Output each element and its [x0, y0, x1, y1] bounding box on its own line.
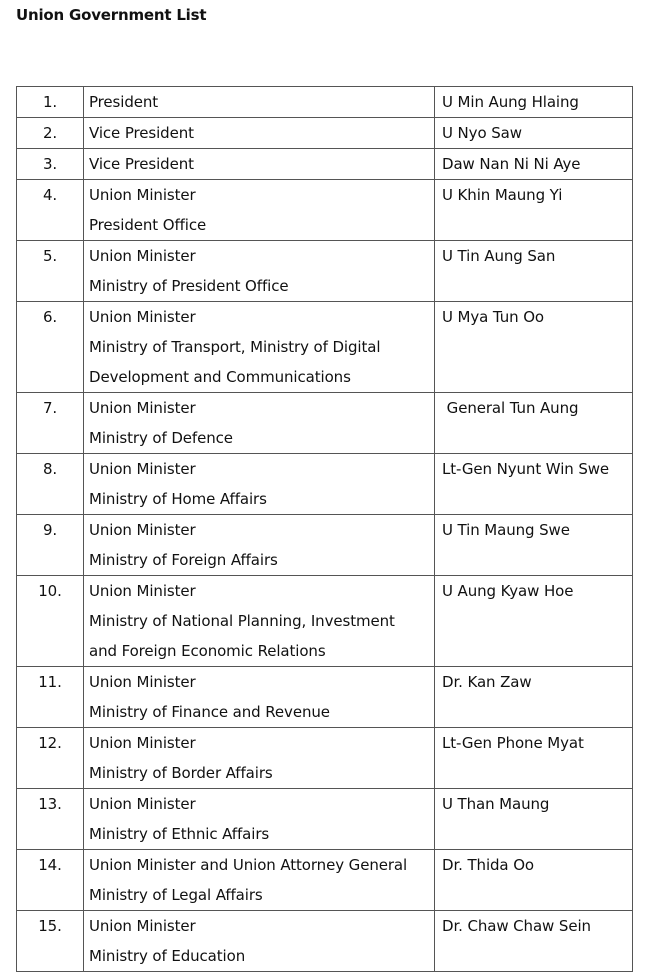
row-number: 2. [17, 118, 84, 149]
table-row [17, 667, 633, 728]
table-row [17, 911, 633, 972]
name-cell [435, 454, 633, 515]
position-cell [84, 728, 435, 789]
table-row [17, 118, 633, 149]
row-number: 9. [17, 515, 84, 576]
position-cell [84, 850, 435, 911]
ministry-line: Ministry of Education [89, 947, 246, 965]
position-title: Union Minister [89, 582, 196, 600]
official-name: U Tin Maung Swe [442, 521, 570, 539]
ministry-line: President Office [89, 216, 207, 234]
name-cell [435, 302, 633, 393]
ministry-line: Ministry of President Office [89, 277, 289, 295]
position-title: Union Minister [89, 460, 196, 478]
row-number: 8. [17, 454, 84, 515]
official-name: Dr. Thida Oo [442, 856, 534, 874]
position-title: President [89, 93, 159, 111]
position-title: Vice President [89, 124, 194, 142]
official-name: U Min Aung Hlaing [442, 93, 579, 111]
name-cell [435, 241, 633, 302]
position-cell [84, 515, 435, 576]
row-number: 4. [17, 180, 84, 241]
ministry-line: Ministry of Finance and Revenue [89, 703, 330, 721]
position-title: Union Minister [89, 186, 196, 204]
ministry-line: Development and Communications [89, 368, 351, 386]
position-title: Union Minister [89, 734, 196, 752]
position-title: Union Minister [89, 795, 196, 813]
position-cell [84, 241, 435, 302]
row-number: 11. [17, 667, 84, 728]
position-title: Union Minister [89, 521, 196, 539]
table-row [17, 87, 633, 118]
name-cell [435, 149, 633, 180]
position-title: Union Minister [89, 308, 196, 326]
official-name: Lt-Gen Phone Myat [442, 734, 584, 752]
ministry-line: Ministry of National Planning, Investment [89, 612, 395, 630]
row-number: 7. [17, 393, 84, 454]
table-row [17, 789, 633, 850]
ministry-line: Ministry of Transport, Ministry of Digital [89, 338, 381, 356]
official-name: U Khin Maung Yi [442, 186, 563, 204]
ministry-line: Ministry of Ethnic Affairs [89, 825, 270, 843]
row-number: 14. [17, 850, 84, 911]
row-number: 1. [17, 87, 84, 118]
official-name: U Mya Tun Oo [442, 308, 544, 326]
table-row [17, 728, 633, 789]
name-cell [435, 87, 633, 118]
ministry-line: Ministry of Border Affairs [89, 764, 273, 782]
table-row [17, 454, 633, 515]
official-name: General Tun Aung [442, 399, 579, 417]
name-cell [435, 789, 633, 850]
official-name: U Than Maung [442, 795, 550, 813]
table-row [17, 515, 633, 576]
official-name: U Tin Aung San [442, 247, 556, 265]
official-name: Lt-Gen Nyunt Win Swe [442, 460, 610, 478]
row-number: 10. [17, 576, 84, 667]
position-cell [84, 454, 435, 515]
row-number: 13. [17, 789, 84, 850]
government-table [16, 86, 633, 972]
position-title: Union Minister [89, 673, 196, 691]
name-cell [435, 393, 633, 454]
official-name: U Nyo Saw [442, 124, 522, 142]
row-number: 12. [17, 728, 84, 789]
official-name: U Aung Kyaw Hoe [442, 582, 574, 600]
name-cell [435, 576, 633, 667]
table-row [17, 180, 633, 241]
ministry-line: Ministry of Legal Affairs [89, 886, 263, 904]
position-cell [84, 149, 435, 180]
table-row [17, 393, 633, 454]
name-cell [435, 515, 633, 576]
position-title: Union Minister [89, 247, 196, 265]
position-cell [84, 118, 435, 149]
table-row [17, 850, 633, 911]
position-title: Union Minister [89, 917, 196, 935]
row-number: 5. [17, 241, 84, 302]
name-cell [435, 180, 633, 241]
row-number: 6. [17, 302, 84, 393]
position-title: Union Minister and Union Attorney General [89, 856, 408, 874]
position-title: Union Minister [89, 399, 196, 417]
position-cell [84, 302, 435, 393]
position-cell [84, 667, 435, 728]
table-body [17, 87, 633, 972]
table-row [17, 241, 633, 302]
name-cell [435, 667, 633, 728]
document-title: Union Government List [16, 6, 207, 24]
ministry-line: Ministry of Home Affairs [89, 490, 267, 508]
official-name: Daw Nan Ni Ni Aye [442, 155, 581, 173]
name-cell [435, 911, 633, 972]
position-cell [84, 576, 435, 667]
name-cell [435, 118, 633, 149]
row-number: 3. [17, 149, 84, 180]
table-row [17, 302, 633, 393]
ministry-line: and Foreign Economic Relations [89, 642, 326, 660]
name-cell [435, 728, 633, 789]
official-name: Dr. Kan Zaw [442, 673, 532, 691]
table-row [17, 576, 633, 667]
row-number: 15. [17, 911, 84, 972]
position-cell [84, 87, 435, 118]
table-row [17, 149, 633, 180]
position-title: Vice President [89, 155, 194, 173]
position-cell [84, 180, 435, 241]
ministry-line: Ministry of Defence [89, 429, 233, 447]
ministry-line: Ministry of Foreign Affairs [89, 551, 278, 569]
position-cell [84, 789, 435, 850]
position-cell [84, 393, 435, 454]
official-name: Dr. Chaw Chaw Sein [442, 917, 591, 935]
name-cell [435, 850, 633, 911]
position-cell [84, 911, 435, 972]
